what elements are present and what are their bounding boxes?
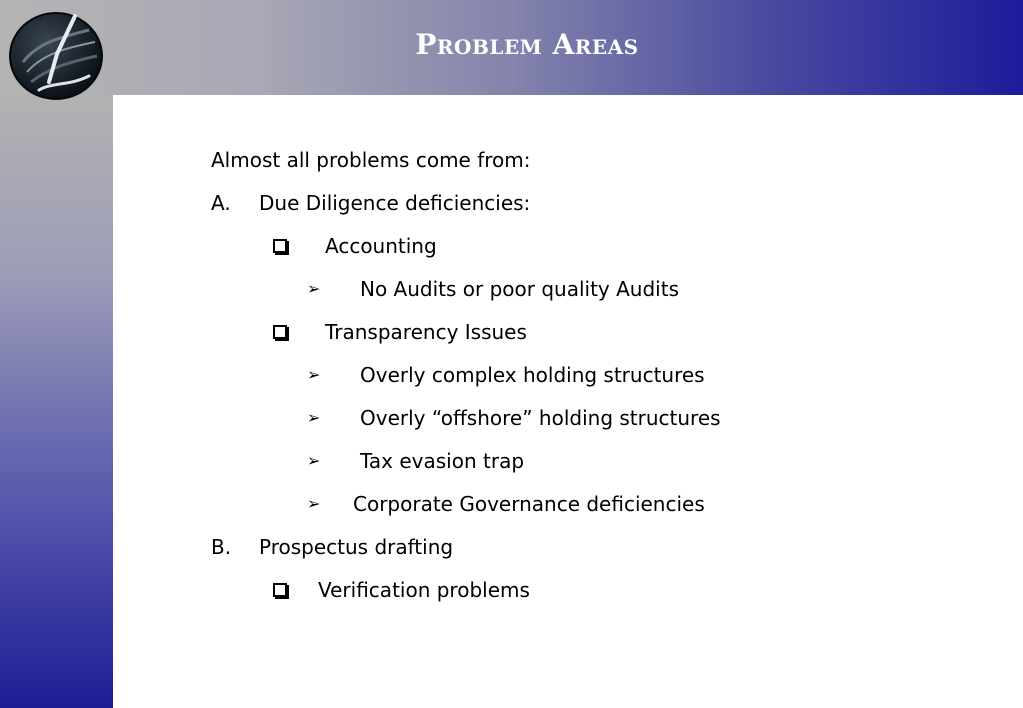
checkbox-bullet-icon [273, 239, 287, 253]
section-b-label: Prospectus drafting [259, 535, 454, 559]
list-item-label: Transparency Issues [325, 320, 527, 344]
wave-logo-icon [9, 12, 103, 100]
arrow-bullet-icon: ➢ [307, 365, 321, 384]
checkbox-bullet-icon [273, 325, 287, 339]
intro-text: Almost all problems come from: [211, 148, 531, 172]
sub-item-label: Tax evasion trap [360, 449, 525, 473]
list-item-label: Verification problems [318, 578, 530, 602]
sub-item-label: Overly “offshore” holding structures [360, 406, 721, 430]
list-item-label: Accounting [325, 234, 437, 258]
checkbox-bullet-icon [273, 583, 287, 597]
arrow-bullet-icon: ➢ [307, 408, 321, 427]
arrow-bullet-icon: ➢ [307, 451, 321, 470]
sidebar-gradient [0, 95, 113, 708]
slide-title: Problem Areas [415, 28, 639, 61]
arrow-bullet-icon: ➢ [307, 494, 321, 513]
section-b-marker: B. [211, 535, 232, 559]
sub-item-label: No Audits or poor quality Audits [360, 277, 679, 301]
section-a-marker: A. [211, 191, 231, 215]
arrow-bullet-icon: ➢ [307, 279, 321, 298]
section-a-label: Due Diligence deficiencies: [259, 191, 531, 215]
sub-item-label: Overly complex holding structures [360, 363, 705, 387]
sub-item-label: Corporate Governance deficiencies [353, 492, 705, 516]
